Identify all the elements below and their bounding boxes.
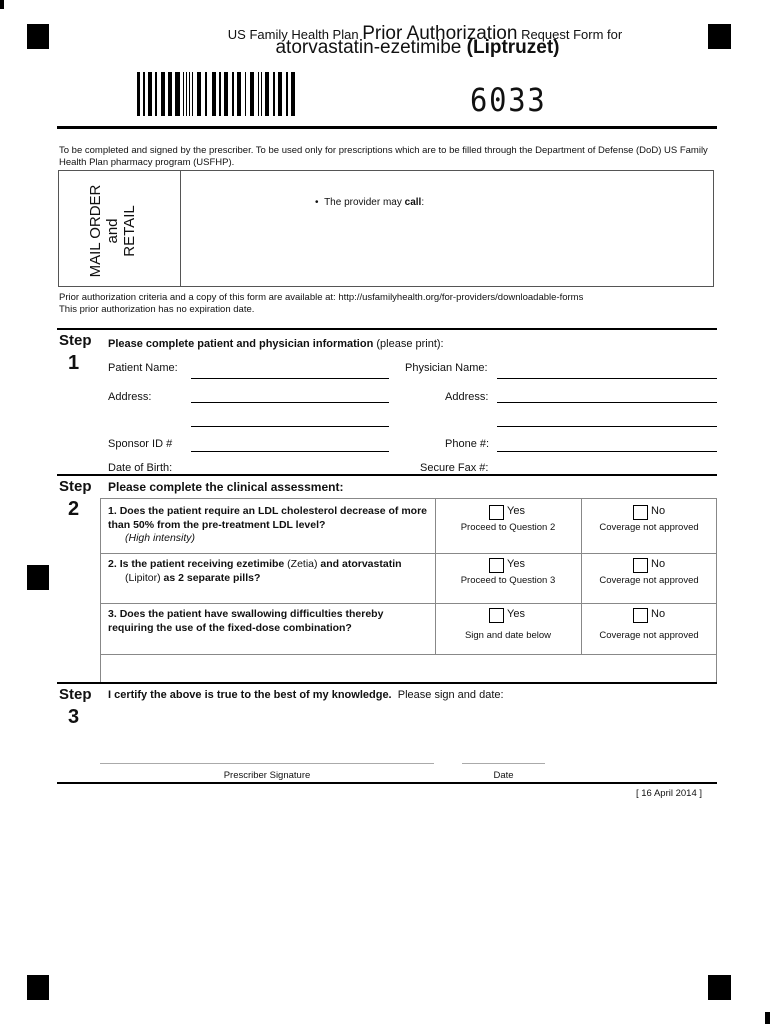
- q1-no-checkbox[interactable]: [633, 505, 648, 520]
- step1-instruction-bold: Please complete patient and physician information: [108, 338, 374, 350]
- q2-no-checkbox[interactable]: [633, 558, 648, 573]
- footer-rule: [57, 782, 717, 784]
- question-3-text: Does the patient have swallowing difficulties thereby requiring the use of the fixed-dose combination?: [108, 608, 384, 634]
- q3-yes-note: Sign and date below: [464, 630, 552, 641]
- info-box-divider: [180, 171, 181, 286]
- table-row-divider-1: [101, 553, 716, 554]
- signature-field[interactable]: [100, 763, 434, 764]
- header-rule: [57, 126, 717, 129]
- physician-address-field-2[interactable]: [497, 426, 717, 427]
- side-label: [87, 161, 147, 301]
- q3-no-note: Coverage not approved: [599, 630, 699, 641]
- title-main: Prior Authorization: [362, 23, 518, 44]
- q2-yes-label: Yes: [507, 558, 525, 570]
- patient-name-field[interactable]: [191, 378, 389, 379]
- bullet-prefix: The provider may: [324, 197, 405, 208]
- step3-rule: [57, 682, 717, 684]
- info-box: [58, 170, 714, 287]
- question-3: [108, 608, 428, 635]
- step2-rule: [57, 474, 717, 476]
- physician-address-label: Address:: [445, 391, 489, 403]
- bullet-dot: •: [315, 197, 325, 208]
- physician-name-field[interactable]: [497, 378, 717, 379]
- drug-generic: atorvastatin-ezetimibe: [275, 37, 462, 58]
- question-2-text-e: as 2 separate pills?: [160, 571, 261, 584]
- step2-word: Step: [59, 478, 92, 495]
- step3-word: Step: [59, 686, 92, 703]
- q2-yes-note: Proceed to Question 3: [460, 575, 556, 586]
- registration-mark-bottom-left: [27, 975, 49, 1000]
- table-row-divider-2: [101, 603, 716, 604]
- question-1-note: (High intensity): [125, 532, 196, 544]
- step3-number: 3: [68, 706, 80, 728]
- dob-label: Date of Birth:: [108, 462, 173, 474]
- step2-instruction: Please complete the clinical assessment:: [108, 480, 344, 494]
- q3-no-checkbox[interactable]: [633, 608, 648, 623]
- question-1-num: 1.: [108, 505, 117, 517]
- bullet-suffix: :: [421, 197, 425, 208]
- question-2-text-c: and atorvastatin: [317, 558, 402, 570]
- patient-name-label: Patient Name:: [108, 362, 178, 374]
- question-2: [108, 558, 433, 585]
- q3-yes-checkbox[interactable]: [489, 608, 504, 623]
- provider-bullet: [315, 197, 424, 208]
- question-2-text-b: (Zetia): [287, 558, 318, 570]
- registration-mark-top-left: [0, 0, 4, 9]
- q1-yes-note: Proceed to Question 2: [460, 522, 556, 533]
- date-field[interactable]: [462, 763, 545, 764]
- physician-name-label: Physician Name:: [405, 362, 488, 374]
- certify-bold: I certify the above is true to the best of my knowledge.: [108, 689, 392, 701]
- side-label-line1: MAIL ORDER: [87, 184, 104, 278]
- phone-field[interactable]: [497, 451, 717, 452]
- intro-text: To be completed and signed by the prescriber. To be used only for prescriptions which are to be filled through the Department of Defense (DoD) US Family Health Plan pharmacy program (USFHP).: [59, 145, 708, 168]
- title-prefix: US Family Health Plan: [227, 27, 359, 42]
- bullet-bold: call: [404, 197, 422, 208]
- step2-number: 2: [68, 498, 80, 520]
- physician-address-field-1[interactable]: [497, 402, 717, 403]
- phone-label: Phone #:: [445, 438, 490, 450]
- registration-mark-bottom-right: [765, 1012, 770, 1024]
- certify-statement: [108, 689, 504, 701]
- side-label-line2: and: [104, 218, 121, 244]
- sponsor-id-label: Sponsor ID #: [108, 438, 173, 450]
- criteria-line2: This prior authorization has no expiration date.: [59, 304, 255, 315]
- step1-instruction: [108, 338, 444, 350]
- q1-yes-label: Yes: [507, 505, 525, 517]
- date-label: Date: [493, 770, 514, 781]
- fax-label: Secure Fax #:: [420, 462, 489, 474]
- title-suffix: Request Form for: [521, 27, 623, 42]
- sponsor-id-field[interactable]: [191, 451, 389, 452]
- step1-number: 1: [68, 352, 80, 374]
- table-row-divider-3: [101, 654, 716, 655]
- question-2-text-d: (Lipitor): [125, 571, 161, 584]
- patient-address-field-1[interactable]: [191, 402, 389, 403]
- side-label-line3: RETAIL: [121, 205, 138, 257]
- step1-word: Step: [59, 332, 92, 349]
- q2-yes-checkbox[interactable]: [489, 558, 504, 573]
- step1-instruction-rest: (please print):: [373, 338, 444, 350]
- signature-label: Prescriber Signature: [223, 770, 311, 781]
- registration-mark-bottom-right: [708, 975, 731, 1000]
- patient-address-label: Address:: [108, 391, 152, 403]
- q2-no-label: No: [651, 558, 666, 570]
- criteria-line1: Prior authorization criteria and a copy of this form are available at: http://usfamilyhealth.org/for-providers/downloadable-forms: [59, 292, 584, 303]
- question-2-num: 2.: [108, 558, 117, 570]
- q2-no-note: Coverage not approved: [599, 575, 699, 586]
- q1-no-note: Coverage not approved: [599, 522, 699, 533]
- patient-address-field-2[interactable]: [191, 426, 389, 427]
- question-2-text-a: Is the patient receiving ezetimibe: [119, 558, 288, 570]
- registration-mark-mid-left: [27, 565, 49, 590]
- q1-no-label: No: [651, 505, 666, 517]
- question-1: [108, 505, 428, 546]
- certify-rest: Please sign and date:: [397, 689, 504, 701]
- drug-brand: (Liptruzet): [466, 37, 560, 58]
- question-3-num: 3.: [108, 608, 117, 620]
- drug-name: [0, 37, 770, 59]
- revision-date: [ 16 April 2014 ]: [636, 788, 703, 799]
- form-number: 6033: [470, 81, 547, 119]
- q1-yes-checkbox[interactable]: [489, 505, 504, 520]
- q3-no-label: No: [651, 608, 666, 620]
- step1-rule: [57, 328, 717, 330]
- question-1-text: Does the patient require an LDL cholesterol decrease of more than 50% from the pre-treatment LDL level?: [108, 505, 427, 531]
- q3-yes-label: Yes: [507, 608, 525, 620]
- barcode: [137, 72, 297, 116]
